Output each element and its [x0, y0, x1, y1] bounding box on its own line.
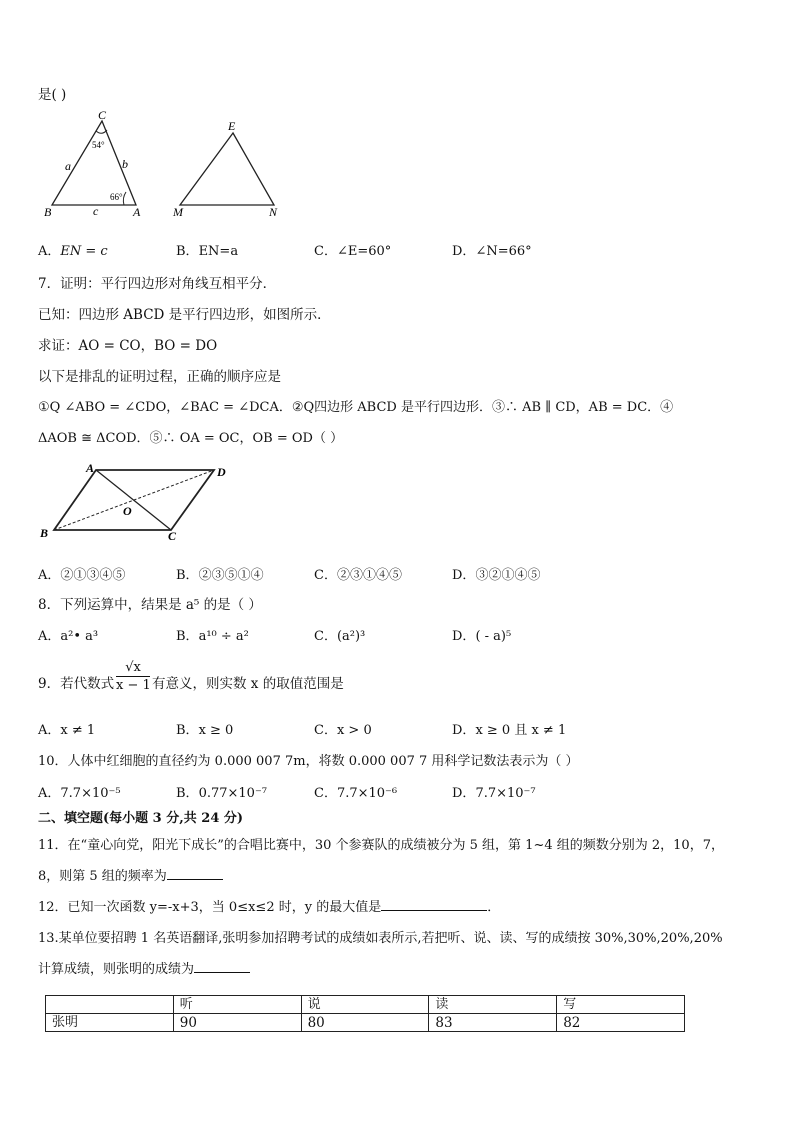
score-table [45, 995, 685, 1032]
table-row [46, 1014, 685, 1032]
option-letter: D． [452, 568, 476, 583]
label-d-vertex: D [217, 465, 226, 479]
triangle-emn [172, 119, 278, 219]
table-cell: 82 [557, 1014, 685, 1032]
q12-text: 12．已知一次函数 y=-x+3，当 0≤x≤2 时，y 的最大值是 [38, 900, 382, 915]
answer-blank[interactable] [167, 866, 223, 880]
option-text: EN=a [198, 244, 239, 259]
option-letter: C． [314, 629, 337, 644]
option-letter: B． [176, 568, 199, 583]
q10-option-c[interactable] [314, 782, 397, 801]
q11-line2 [38, 865, 223, 884]
q13-line2-text: 计算成绩，则张明的成绩为 [38, 962, 195, 977]
option-letter: B． [176, 629, 199, 644]
option-text: (a²)³ [336, 629, 366, 644]
table-header-cell [46, 996, 174, 1014]
q12-line [38, 896, 500, 915]
label-side-c: c [93, 204, 99, 218]
option-letter: B． [176, 723, 199, 738]
q7-option-d[interactable] [452, 564, 540, 583]
q8-option-d[interactable] [452, 625, 511, 644]
q10-option-b[interactable] [176, 782, 267, 801]
q6-stem-tail: 是( ) [38, 87, 67, 103]
q7-prove: 求证：AO = CO，BO = DO [38, 338, 218, 354]
table-header-cell: 写 [557, 996, 685, 1014]
q9-option-d[interactable] [452, 719, 566, 738]
q6-option-c[interactable] [314, 240, 391, 259]
q8-option-b[interactable] [176, 625, 249, 644]
q8-option-c[interactable] [314, 625, 365, 644]
q9-fraction [116, 660, 150, 694]
option-text: ∠N=66° [475, 244, 532, 259]
q13-line2 [38, 958, 250, 977]
option-letter: B． [176, 786, 199, 801]
option-text: ②③⑤①④ [198, 568, 264, 583]
q7-option-a[interactable] [38, 564, 125, 583]
q8-option-a[interactable] [38, 625, 98, 644]
q6-option-b[interactable] [176, 240, 238, 259]
option-text: 7.7×10⁻⁶ [336, 786, 398, 801]
option-letter: C． [314, 568, 337, 583]
q6-triangle-figures [40, 108, 290, 220]
q9-option-a[interactable] [38, 719, 95, 738]
table-header-cell: 说 [301, 996, 429, 1014]
q10-option-d[interactable] [452, 782, 536, 801]
option-letter: B． [176, 244, 199, 259]
label-b-vertex: B [40, 526, 49, 540]
label-side-a: a [65, 159, 71, 173]
q11-line1: 11．在“童心向党，阳光下成长”的合唱比赛中，30 个参赛队的成绩被分为 5 组，第 1~4 组的频数分别为 2，10，7， [38, 838, 724, 853]
option-text: ③②①④⑤ [475, 568, 541, 583]
q6-option-d[interactable] [452, 240, 532, 259]
q7-parallelogram-figure [36, 460, 236, 542]
table-cell: 83 [429, 1014, 557, 1032]
triangle-abc [44, 108, 141, 219]
q9-numerator: √x [125, 660, 141, 675]
option-letter: C． [314, 723, 337, 738]
option-letter: A． [38, 723, 61, 738]
option-text: x ≥ 0 且 x ≠ 1 [475, 723, 567, 738]
table-cell: 张明 [46, 1014, 174, 1032]
table-header-cell: 读 [429, 996, 557, 1014]
label-c-vertex: C [168, 529, 177, 542]
q7-option-c[interactable] [314, 564, 402, 583]
option-text: x ≠ 1 [60, 723, 96, 738]
q7-option-b[interactable] [176, 564, 264, 583]
option-text: a²• a³ [60, 629, 99, 644]
answer-blank[interactable] [194, 959, 250, 973]
table-header-row [46, 996, 685, 1014]
label-c-vertex: C [98, 108, 107, 122]
section-title: 二、填空题(每小题 3 分,共 24 分) [38, 811, 244, 826]
option-text: EN = c [60, 244, 108, 259]
q7-known: 已知：四边形 ABCD 是平行四边形，如图所示． [38, 307, 331, 323]
option-text: 7.7×10⁻⁷ [475, 786, 536, 801]
option-text: 0.77×10⁻⁷ [198, 786, 268, 801]
table-header-cell: 听 [173, 996, 301, 1014]
q9-option-b[interactable] [176, 719, 233, 738]
label-o-point: O [123, 504, 132, 518]
label-e-vertex: E [228, 119, 236, 133]
option-letter: D． [452, 723, 476, 738]
q9-denominator: x − 1 [116, 678, 151, 693]
option-text: ②①③④⑤ [60, 568, 126, 583]
label-a-vertex: A [86, 461, 95, 475]
option-letter: C． [314, 244, 337, 259]
option-letter: A． [38, 629, 61, 644]
option-letter: D． [452, 244, 476, 259]
q12-tail: ． [487, 900, 501, 915]
q6-option-a[interactable] [38, 240, 108, 259]
q7-intro: 以下是排乱的证明过程，正确的顺序应是 [38, 369, 281, 385]
option-letter: A． [38, 568, 61, 583]
option-text: ∠E=60° [336, 244, 392, 259]
q7-steps-line2: ΔAOB ≅ ΔCOD．⑤∴ OA = OC，OB = OD（ ） [38, 431, 344, 446]
label-n-vertex: N [269, 205, 278, 219]
q9-suffix: 有意义，则实数 x 的取值范围是 [152, 676, 344, 692]
q7-stem: 7．证明：平行四边形对角线互相平分． [38, 276, 277, 292]
table-cell: 80 [301, 1014, 429, 1032]
option-letter: D． [452, 786, 476, 801]
option-text: x ≥ 0 [198, 723, 234, 738]
q13-line1: 13.某单位要招聘 1 名英语翻译,张明参加招聘考试的成绩如表所示,若把听、说、读、写的成绩按 30%,30%,20%,20% [38, 931, 723, 946]
option-letter: A． [38, 244, 61, 259]
label-b-vertex: B [44, 205, 52, 219]
q10-option-a[interactable] [38, 782, 121, 801]
label-angle-54: 54° [92, 140, 105, 150]
q8-stem: 8．下列运算中，结果是 a⁵ 的是（ ） [38, 597, 262, 613]
label-a-vertex: A [133, 205, 141, 219]
table-cell: 90 [173, 1014, 301, 1032]
option-text: ( - a)⁵ [475, 629, 512, 644]
label-side-b: b [122, 157, 128, 171]
option-letter: A． [38, 786, 61, 801]
q7-steps-line1: ①Q ∠ABO = ∠CDO，∠BAC = ∠DCA．②Q四边形 ABCD 是平行四边形．③∴ AB ∥ CD，AB = DC．④ [38, 400, 674, 415]
q11-line2-text: 8，则第 5 组的频率为 [38, 869, 167, 884]
option-text: a¹⁰ ÷ a² [198, 629, 249, 644]
q10-stem: 10．人体中红细胞的直径约为 0.000 007 7m，将数 0.000 007 7 用科学记数法表示为（ ） [38, 754, 579, 769]
answer-blank[interactable] [381, 897, 487, 911]
label-angle-66: 66° [110, 192, 123, 202]
q9-prefix: 9．若代数式 [38, 676, 115, 692]
option-letter: C． [314, 786, 337, 801]
option-letter: D． [452, 629, 476, 644]
label-m-vertex: M [173, 205, 183, 219]
option-text: x > 0 [336, 723, 372, 738]
option-text: 7.7×10⁻⁵ [60, 786, 121, 801]
q9-option-c[interactable] [314, 719, 372, 738]
option-text: ②③①④⑤ [336, 568, 402, 583]
